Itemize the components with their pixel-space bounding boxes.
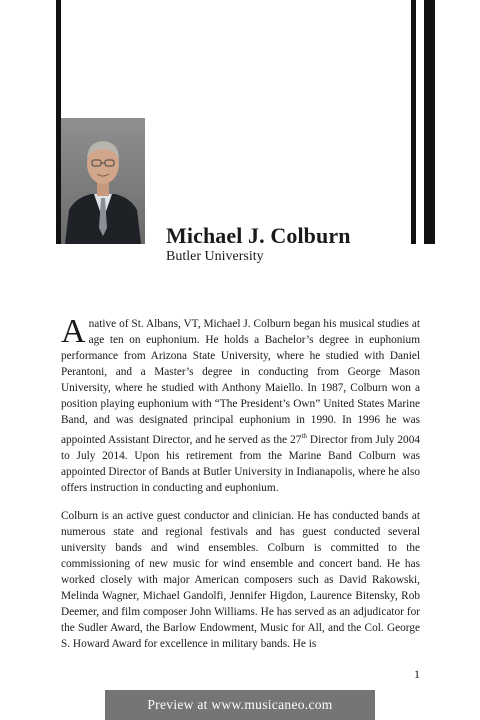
portrait-photo bbox=[61, 118, 145, 244]
right-thick-vertical-bar bbox=[424, 0, 435, 244]
bio-paragraph-1-text: native of St. Albans, VT, Michael J. Colburn began his musical studies at age ten on euphonium. He holds a Bachelor’s degree in euphonium performance from Arizona State University, where he studied with Daniel Perantoni, and a Master’s degree in conducting from George Mason University, where he studied with Anthony Maiello. In 1987, Colburn won a position playing euphonium with “The President’s Own” United States Marine Band, and was designated principal euphonium in 1990. In 1996 he was appointed Assistant Director, and he served as the 27 bbox=[61, 318, 420, 446]
ordinal-suffix: th bbox=[301, 432, 307, 440]
bio-paragraph-1-end: Director from July 2004 to July 2014. Upon his retirement from the Marine Band Colburn was appointed Director of Bands at Butler University in Indianapolis, where he also offers instruction in conducting and euphonium. bbox=[61, 433, 420, 494]
author-name: Michael J. Colburn bbox=[166, 223, 351, 248]
preview-banner-text: Preview at www.musicaneo.com bbox=[147, 697, 333, 712]
right-thin-vertical-bar bbox=[411, 0, 416, 244]
preview-banner[interactable] bbox=[105, 690, 375, 720]
drop-cap: A bbox=[61, 313, 86, 350]
author-affiliation: Butler University bbox=[166, 249, 264, 264]
page-number: 1 bbox=[414, 667, 420, 681]
bio-paragraph-1 bbox=[61, 313, 420, 496]
bio-paragraph-2: Colburn is an active guest conductor and clinician. He has conducted bands at numerous state and regional festivals and has guest conducted several university bands and wind ensembles. Colburn is committed to the commissioning of new music for wind ensemble and concert band. He has worked closely with major American composers such as David Rakowski, Melinda Wagner, Michael Gandolfi, Jennifer Higdon, Laurence Bitensky, Rob Deemer, and film composer John Williams. He has served as an adjudicator for the Sudler Award, the Barlow Endowment, Music for All, and the Col. George S. Howard Award for excellence in military bands. He is bbox=[61, 510, 420, 650]
